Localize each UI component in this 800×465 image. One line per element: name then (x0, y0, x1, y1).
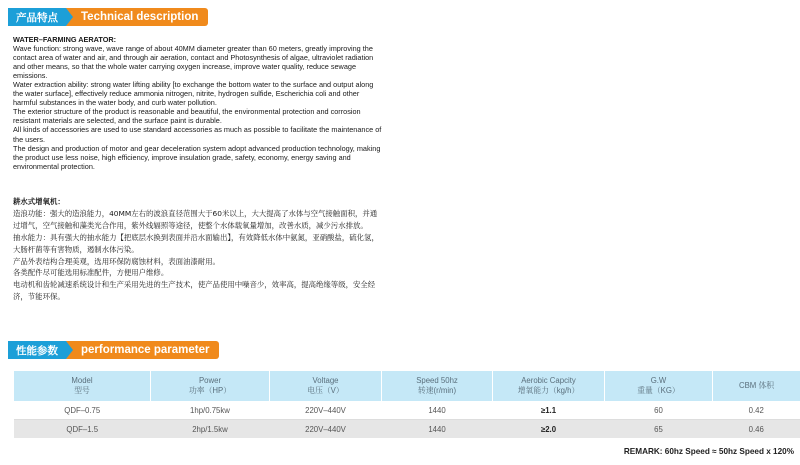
description-title-cn: 耕水式增氧机： (13, 197, 65, 206)
column-header-speed (382, 371, 493, 401)
cell-model: QDF–0.75 (14, 401, 151, 420)
table-row (14, 401, 800, 420)
cell-aerobic: ≥1.1 (493, 401, 605, 420)
performance-table (14, 371, 800, 438)
cell-cbm: 0.46 (713, 420, 800, 439)
cell-speed: 1440 (382, 420, 493, 439)
remark-note: REMARK: 60hz Speed ≈ 50hz Speed x 120% (623, 447, 794, 456)
description-paragraph: The design and production of motor and gear deceleration system adopt advanced production technology, making the product use less noise, high efficiency, improve insulation grade, safety, economy, energy saving and environmental protection. (13, 143, 381, 171)
cell-cbm: 0.42 (713, 401, 800, 420)
column-header-cn: 增氧能力（kg/h） (517, 386, 580, 395)
column-header-cn: 型号 (74, 386, 90, 395)
table-header-row (14, 371, 800, 401)
cell-gw: 65 (605, 420, 713, 439)
cell-aerobic: ≥2.0 (493, 420, 605, 439)
section-label-cn: 产品特点 (8, 8, 66, 26)
description-paragraph: All kinds of accessories are used to use standard accessories as much as possible to facilitate the maintenance of the users. (13, 125, 382, 144)
cell-voltage: 220V–440V (270, 401, 382, 420)
column-header-cn: 转速(r/min) (417, 386, 457, 395)
column-header-cn: 电压（V） (307, 386, 344, 395)
chevron-icon (66, 8, 73, 26)
column-header-en: Voltage (312, 376, 339, 385)
chevron-icon (66, 341, 73, 359)
column-header-cn: 功率（HP） (188, 386, 232, 395)
cell-power: 1hp/0.75kw (151, 401, 270, 420)
column-header-en: Aerobic Capcity (521, 376, 576, 385)
column-header-en: G.W (650, 376, 667, 385)
technical-description-header (8, 8, 208, 26)
cell-voltage: 220V–440V (270, 420, 382, 439)
description-paragraph: Wave function: strong wave, wave range of about 40MM diameter greater than 60 meters, greatly improving the contact area of water and air, and through air aeration, contact and Photosynthesis of algae, ultraviolet radiation and other means, so that the whole water carrying oxygen increase, improve water quality, reduce sewage emissions. (13, 44, 374, 81)
column-header-cn: 重量（KG） (637, 386, 680, 395)
table-row (14, 420, 800, 439)
column-header-en: Model (71, 376, 93, 385)
column-header-cbm (713, 371, 800, 401)
column-header-power (151, 371, 270, 401)
column-header-en: Speed 50hz (416, 376, 458, 385)
description-title: WATER–FARMING AERATOR: (13, 35, 117, 44)
chinese-description (13, 196, 383, 303)
column-header-en: CBM 体积 (738, 381, 775, 390)
description-paragraph-cn: 各类配件尽可能选用标准配件，方便用户维修。 (13, 268, 169, 278)
performance-parameter-header (8, 341, 219, 359)
column-header-aerobic (493, 371, 605, 401)
description-paragraph-cn: 造浪功能：强大的造浪能力，40MM左右的波浪直径范围大于60米以上，大大提高了水体与空气接触面积，并通过增气，空气接触和藻类光合作用，紫外线辐照等途径，使整个水体载氧量增加，改善水质，减少污水排放。 (13, 208, 378, 230)
english-description (13, 35, 383, 171)
cell-model: QDF–1.5 (14, 420, 151, 439)
description-paragraph-cn: 抽水能力：具有强大的抽水能力【把底层水换到表面并沿水面输出】，有效降低水体中氨氮，亚硝酸盐，硫化氢，大肠杆菌等有害物质，遏制水体污染。 (13, 232, 379, 254)
column-header-voltage (270, 371, 382, 401)
section-label-cn: 性能参数 (8, 341, 66, 359)
description-paragraph-cn: 产品外表结构合理美观，选用环保防腐蚀材料，表面油漆耐用。 (13, 256, 220, 266)
column-header-model (14, 371, 151, 401)
section-label-en: performance parameter (73, 341, 219, 359)
cell-gw: 60 (605, 401, 713, 420)
cell-speed: 1440 (382, 401, 493, 420)
description-paragraph: Water extraction ability: strong water lifting ability [to exchange the bottom water to the surface and output along the water surface], effectively reduce ammonia nitrogen, nitrite, hydrogen sulfide, Escherichia coli and other harmful substances in the water body, and curb water pollution. (13, 80, 374, 108)
section-label-en: Technical description (73, 8, 208, 26)
column-header-en: Power (198, 376, 222, 385)
cell-power: 2hp/1.5kw (151, 420, 270, 439)
description-paragraph: The exterior structure of the product is reasonable and beautiful, the environmental protection and corrosion resistant materials are selected, and the surface paint is durable. (13, 107, 361, 126)
description-paragraph-cn: 电动机和齿轮减速系统设计和生产采用先进的生产技术，使产品使用中噪音少，效率高，提高绝缘等级，安全经济，节能环保。 (13, 280, 376, 302)
column-header-gw (605, 371, 713, 401)
